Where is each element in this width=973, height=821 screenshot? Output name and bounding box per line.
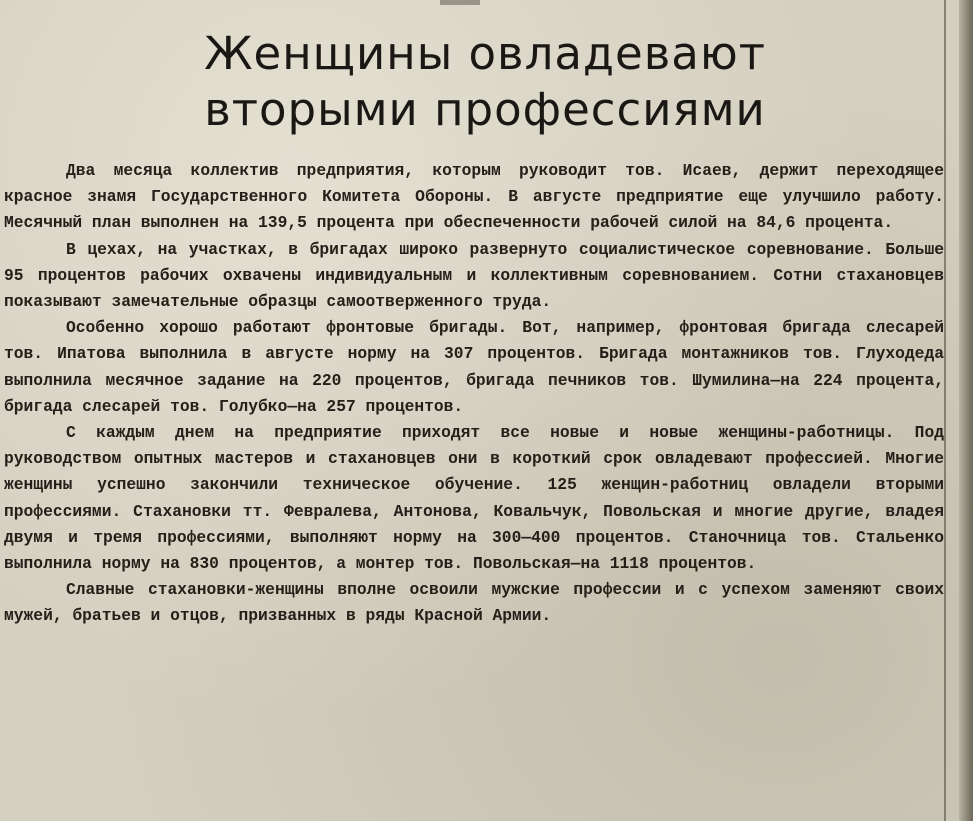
top-edge-mark xyxy=(440,0,480,5)
column-rule xyxy=(944,0,946,821)
paragraph-3: Особенно хорошо работают фронтовые бригады. Вот, например, фронтовая бригада слесарей тов. Ипатова выполнила в августе норму на 307 процентов. Бригада монтажников тов. Глуходеда выполнила месячное задание на 220 процентов, бригада печников тов. Шумилина—на 224 процента, бригада слесарей тов. Голубко—на 257 процентов. xyxy=(4,318,944,416)
headline-line-1: Женщины овладевают xyxy=(204,27,766,80)
paragraph-4: С каждым днем на предприятие приходят все новые и новые женщины-работницы. Под руководством опытных мастеров и стахановцев они в короткий срок овладевают профессией. Многие женщины успешно закончили техническое обучение. 125 женщин-работниц овладели вторыми профессиями. Стахановки тт. Февралева, Антонова, Ковальчук, Повольская и многие другие, владея двумя и тремя профессиями, выполняют норму на 300—400 процентов. Станочница тов. Стальенко выполнила норму на 830 процентов, а монтер тов. Повольская—на 1118 процентов. xyxy=(4,423,944,574)
page-edge-shadow xyxy=(959,0,973,821)
headline xyxy=(60,26,910,138)
paragraph-1: Два месяца коллектив предприятия, которым руководит тов. Исаев, держит переходящее красное знамя Государственного Комитета Обороны. В августе предприятие еще улучшило работу. Месячный план выполнен на 139,5 процента при обеспеченности рабочей силой на 84,6 процента. xyxy=(4,161,944,233)
headline-line-2: вторыми профессиями xyxy=(204,83,766,136)
paragraph-2: В цехах, на участках, в бригадах широко развернуто социалистическое соревнование. Больше 95 процентов рабочих охвачены индивидуальным и коллективным соревнованием. Сотни стахановцев показывают замечательные образцы самоотверженного труда. xyxy=(4,239,944,312)
paragraph-5: Славные стахановки-женщины вполне освоили мужские профессии и с успехом заменяют своих мужей, братьев и отцов, призванных в ряды Красной Армии. xyxy=(4,580,944,626)
article-body xyxy=(4,158,944,630)
